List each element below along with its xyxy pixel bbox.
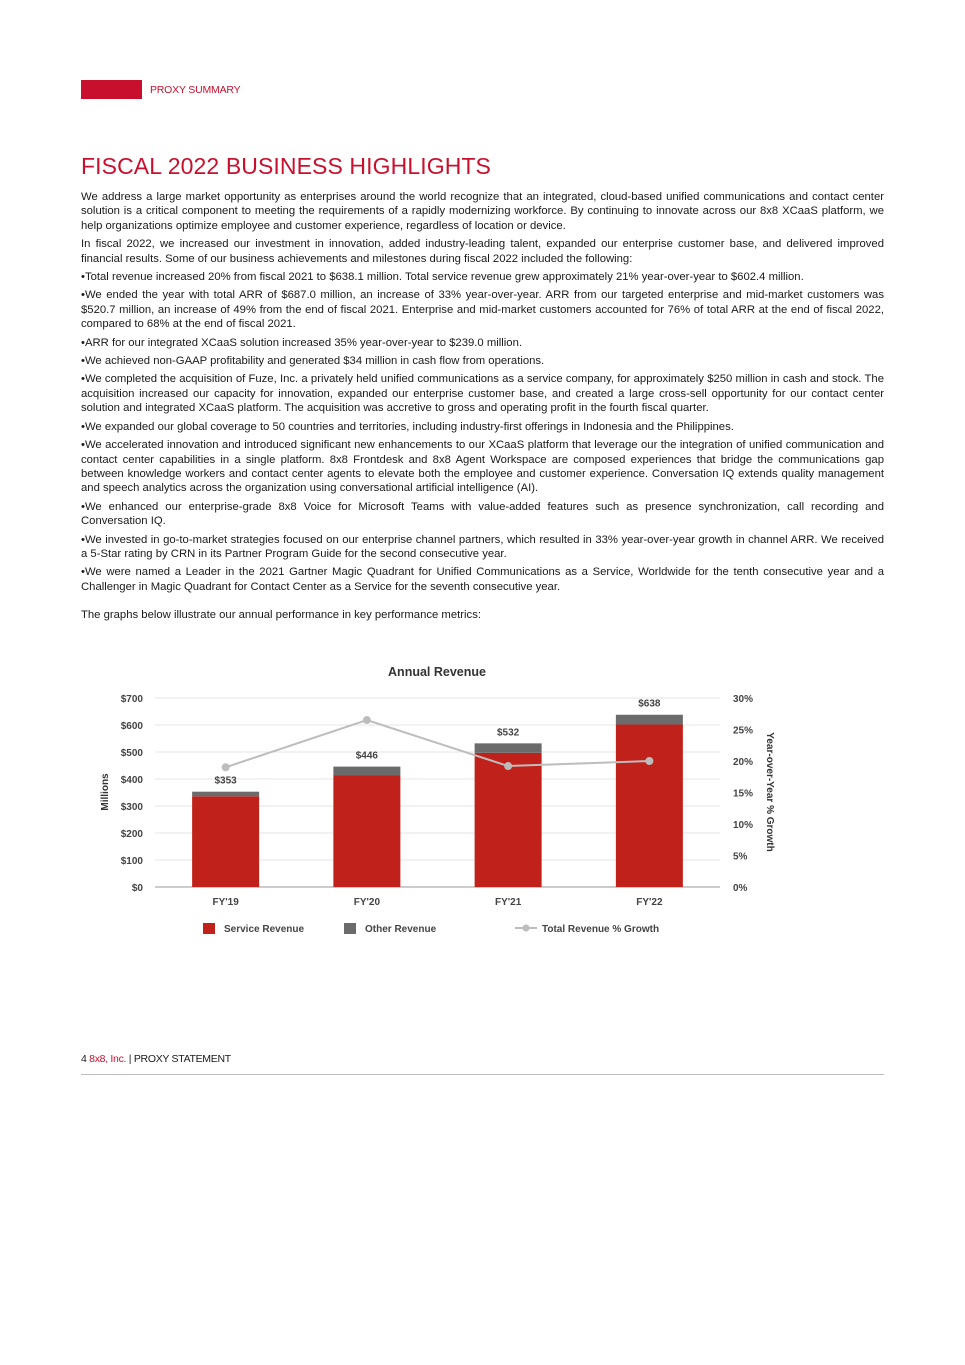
y2-tick-label: 5% <box>733 851 748 863</box>
x-tick-label: FY'20 <box>353 897 381 908</box>
y-tick-label: $200 <box>120 829 143 840</box>
growth-point <box>363 716 371 724</box>
bar-other-revenue <box>616 715 683 725</box>
legend-label-other: Other Revenue <box>365 924 437 935</box>
growth-point <box>222 763 230 771</box>
y2-tick-label: 30% <box>733 694 754 705</box>
bar-service-revenue <box>333 775 400 887</box>
bar-service-revenue <box>616 724 683 887</box>
y2-axis-label: Year-over-Year % Growth <box>764 732 775 852</box>
bullet-item: •We completed the acquisition of Fuze, Inc. a privately held unified communications as a service company, for approximately $250 million in cash and stock. The acquisition increased our capacity for innovation, expanded our enterprise customer base, and created a large cross-sell opportunity for our contact center solution and integrated XCaaS platform. The acquisition was accretive to gross and operating profit in the fourth fiscal quarter. <box>81 373 884 415</box>
legend-label-service: Service Revenue <box>224 924 305 935</box>
y2-tick-label: 20% <box>733 757 754 768</box>
bar-total-label: $353 <box>214 775 237 787</box>
body-text <box>81 190 884 627</box>
intro-paragraph: We address a large market opportunity as enterprises around the world recognize that an integrated, cloud-based unified communications and contact center solution is a critical component to meeting the requirements of a rapidly modernizing workforce. By continuing to innovate across our 8x8 XCaaS platform, we help organizations optimize employee and customer experience, regardless of location or device. <box>81 191 884 232</box>
bar-total-label: $446 <box>355 750 378 762</box>
document-name: | PROXY STATEMENT <box>128 1053 231 1065</box>
bullet-item: •We achieved non-GAAP profitability and generated $34 million in cash flow from operations. <box>81 355 545 368</box>
chart-title: Annual Revenue <box>388 665 486 679</box>
bullet-item: •We invested in go-to-market strategies focused on our enterprise channel partners, which resulted in 33% year-over-year growth in channel ARR. We received a 5-Star rating by CRN in its Partner Program Guide for the second consecutive year. <box>81 533 884 560</box>
growth-line <box>226 720 650 767</box>
bullet-item: •Total revenue increased 20% from fiscal 2021 to $638.1 million. Total service revenue grew approximately 21% year-over-year to $602.4 million. <box>81 271 804 284</box>
footer-rule <box>81 1074 884 1075</box>
y2-tick-label: 0% <box>733 883 748 894</box>
bar-total-label: $532 <box>497 727 520 739</box>
bullet-item: •We expanded our global coverage to 50 countries and territories, including industry-first offerings in Indonesia and the Philippines. <box>81 420 734 433</box>
page-number: 4 <box>81 1053 87 1065</box>
y2-tick-label: 10% <box>733 820 754 831</box>
legend-swatch-other <box>344 923 356 934</box>
page-footer <box>81 1053 231 1065</box>
bullet-item: •We accelerated innovation and introduced significant new enhancements to our XCaaS platform that leverage our the integration of unified communication and contact center capabilities in a single platform. 8x8 Frontdesk and 8x8 Agent Workspace are composed experiences that bridge the communications gap between knowledge workers and contact center agents to elevate both the employee and customer experience. Conversation IQ extends quality management and speech analytics across the organization using conversational artificial intelligence (AI). <box>81 439 884 495</box>
y-tick-label: $400 <box>120 775 143 786</box>
growth-point <box>645 757 653 765</box>
legend-swatch-service <box>203 923 215 934</box>
bar-other-revenue <box>333 767 400 776</box>
x-tick-label: FY'22 <box>636 897 663 908</box>
legend-marker-growth <box>523 925 530 932</box>
y-tick-label: $0 <box>131 883 143 894</box>
legend-label-growth: Total Revenue % Growth <box>542 924 660 935</box>
bullet-item: •ARR for our integrated XCaaS solution increased 35% year-over-year to $239.0 million. <box>81 336 522 349</box>
bullet-item: •We ended the year with total ARR of $687.0 million, an increase of 33% year-over-year. ARR from our targeted enterprise and mid-market customers was $520.7 million, an increase of 49% from the end of fiscal 2021. Enterprise and mid-market customers accounted for 76% of total ARR at the end of fiscal 2022, compared to 68% at the end of fiscal 2021. <box>81 289 884 331</box>
y-tick-label: $300 <box>120 802 143 813</box>
y2-tick-label: 15% <box>733 788 754 800</box>
bullet-item: •We were named a Leader in the 2021 Gartner Magic Quadrant for Unified Communications as a Service, Worldwide for the tenth consecutive year and a Challenger in Magic Quadrant for Contact Center as a Service for the seventh consecutive year. <box>81 566 884 593</box>
x-tick-label: FY'19 <box>212 897 239 908</box>
y2-tick-label: 25% <box>733 725 754 737</box>
page-title: FISCAL 2022 BUSINESS HIGHLIGHTS <box>81 153 491 179</box>
y-tick-label: $500 <box>120 748 143 759</box>
header-accent-bar <box>81 80 142 99</box>
y-tick-label: $100 <box>120 856 143 867</box>
bar-other-revenue <box>192 792 259 797</box>
bullet-item: •We enhanced our enterprise-grade 8x8 Voice for Microsoft Teams with value-added features such as presence synchronization, call recording and Conversation IQ. <box>81 500 884 528</box>
bar-service-revenue <box>475 753 542 887</box>
company-name: 8x8, Inc. <box>89 1053 127 1065</box>
x-tick-label: FY'21 <box>494 897 522 908</box>
graphs-intro: The graphs below illustrate our annual performance in key performance metrics: <box>81 609 481 622</box>
bar-total-label: $638 <box>638 698 661 710</box>
bar-service-revenue <box>192 796 259 887</box>
annual-revenue-chart <box>95 658 795 948</box>
chart-svg <box>95 658 795 948</box>
y-axis-label: Millions <box>100 773 111 811</box>
growth-point <box>504 762 512 770</box>
y-tick-label: $700 <box>120 694 143 705</box>
y-tick-label: $600 <box>120 721 143 732</box>
section-label: PROXY SUMMARY <box>150 84 241 96</box>
intro-paragraph: In fiscal 2022, we increased our investment in innovation, added industry-leading talent, expanded our enterprise customer base, and delivered improved financial results. Some of our business achievements and milestones during fiscal 2022 included the following: <box>81 238 884 265</box>
bar-other-revenue <box>475 743 542 752</box>
